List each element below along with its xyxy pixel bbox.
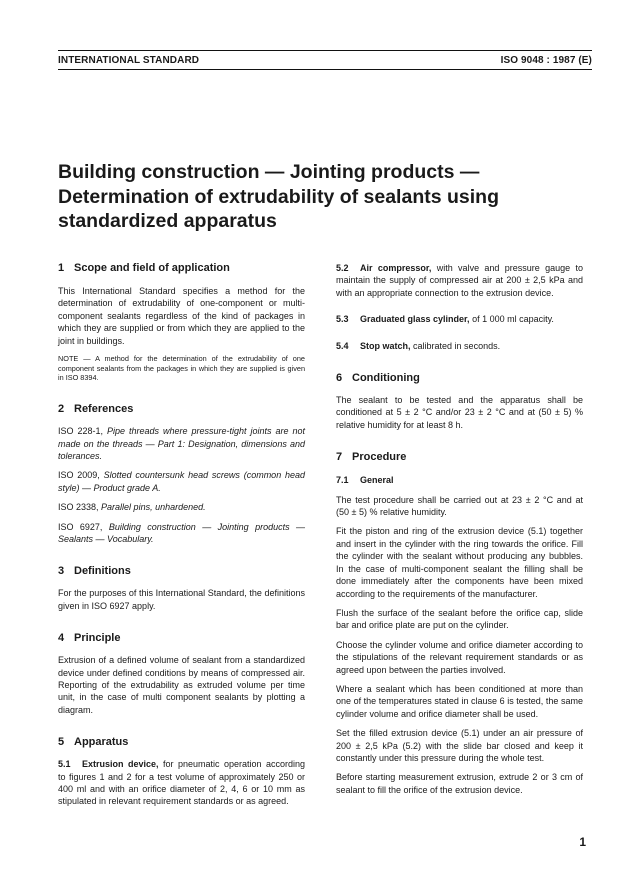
scope-note: NOTE — A method for the determination of the extrudability of one component sealants from the packages in which they are supplied is given in ISO 8394. [58, 354, 305, 383]
section-number: 2 [58, 403, 65, 416]
page-number: 1 [579, 835, 586, 849]
section-title: Procedure [352, 451, 407, 464]
section-number: 7 [336, 451, 343, 464]
principle-paragraph: Extrusion of a defined volume of sealant from a standardized device under defined conditions by means of compressed air. Reporting of the extrudability as extruded volume per time unit, in the case of multi component sealants by plotting a diagram. [58, 655, 305, 715]
section-5-heading [58, 736, 305, 749]
scope-paragraph: This International Standard specifies a method for the determination of extrudability of one-component or multi-component sealants regardless of the kind of packages in which they are supplied or from which they are applied to the joint in buildings. [58, 286, 305, 346]
reference-iso-2338: ISO 2338, Parallel pins, unhardened. [58, 502, 206, 513]
procedure-paragraph: Choose the cylinder volume and orifice diameter according to the stipulations of the relevant requirement standards or as agreed upon between the parties involved. [336, 639, 583, 675]
section-number: 4 [58, 632, 65, 645]
header-bottom-rule [58, 69, 592, 70]
section-title: Apparatus [74, 736, 129, 749]
clause-5-2: 5.2 Air compressor, with valve and pressure gauge to maintain the supply of compressed air at 200 ± 2,5 kPa and with an appropriate connection to the extrusion device. [336, 263, 583, 298]
reference-iso-228-1: ISO 228-1, Pipe threads where pressure-tight joints are not made on the threads — Part 1: Designation, dimensions and tolerances. [58, 426, 305, 461]
clause-5-3: 5.3 Graduated glass cylinder, of 1 000 ml capacity. [336, 314, 554, 325]
section-number: 3 [58, 565, 65, 578]
section-title: Scope and field of application [74, 262, 230, 274]
section-3-heading [58, 565, 305, 578]
section-1-heading [58, 262, 305, 275]
section-number: 1 [58, 262, 65, 274]
section-number: 6 [336, 372, 343, 385]
procedure-paragraph: Set the filled extrusion device (5.1) under an air pressure of 200 ± 2,5 kPa (5.2) with the slide bar closed and keep it constantly under this pressure during the whole test. [336, 728, 583, 763]
section-title: References [74, 403, 134, 416]
conditioning-paragraph: The sealant to be tested and the apparatus shall be conditioned at 5 ± 2 °C and/or 23 ± 2 °C and at (50 ± 5) % relative humidity for at least 8 h. [336, 395, 583, 430]
document-title: Building construction — Jointing products — Determination of extrudability of sealants using standardized apparatus [58, 161, 499, 232]
section-title: Definitions [74, 565, 131, 578]
section-title: Conditioning [352, 372, 420, 385]
clause-5-4: 5.4 Stop watch, calibrated in seconds. [336, 340, 501, 351]
section-2-heading [58, 403, 305, 416]
procedure-paragraph: Fit the piston and ring of the extrusion device (5.1) together and insert in the cylinder with the ring towards the orifice. Fill the cylinder with the sealant without producing any bubbles. In the case of multi-component sealant the filling shall be done immediately after the components have been mixed according to the requirements of the manufacturer. [336, 526, 583, 599]
reference-iso-2009: ISO 2009, Slotted countersunk head screws (common head style) — Product grade A. [58, 470, 305, 493]
header-standard-number: ISO 9048 : 1987 (E) [500, 55, 592, 66]
procedure-paragraph: Before starting measurement extrusion, extrude 2 or 3 cm of sealant to fill the orifice of the extrusion device. [336, 772, 583, 795]
section-4-heading [58, 632, 305, 645]
reference-iso-6927: ISO 6927, Building construction — Jointing products — Sealants — Vocabulary. [58, 521, 305, 544]
clause-5-1: 5.1 Extrusion device, for pneumatic operation according to figures 1 and 2 for a test volume of approximately 250 or 400 ml and with an orifice diameter of 2, 4, 6 or 10 mm as stipulated in relevant requirement standards or as agreed. [58, 759, 305, 807]
procedure-paragraph: Where a sealant which has been conditioned at more than one of the temperatures stated in clause 6 is tested, the same cylinder volume and orifice diameter shall be used. [336, 683, 583, 719]
procedure-paragraph: Flush the surface of the sealant before the orifice cap, slide bar and orifice plate are put on the cylinder. [336, 607, 583, 631]
procedure-paragraph: The test procedure shall be carried out at 23 ± 2 °C and at (50 ± 5) % relative humidity. [336, 494, 583, 518]
section-6-heading [336, 372, 583, 385]
section-number: 5 [58, 736, 65, 749]
header-top-rule [58, 50, 592, 51]
section-title: Principle [74, 632, 121, 645]
clause-7-1-heading: 7.1 General [336, 475, 394, 486]
right-column [336, 262, 583, 803]
left-column [58, 262, 305, 815]
section-7-heading [336, 451, 583, 464]
header-standard-type: INTERNATIONAL STANDARD [58, 55, 200, 66]
definitions-paragraph: For the purposes of this International Standard, the definitions given in ISO 6927 apply. [58, 588, 305, 611]
